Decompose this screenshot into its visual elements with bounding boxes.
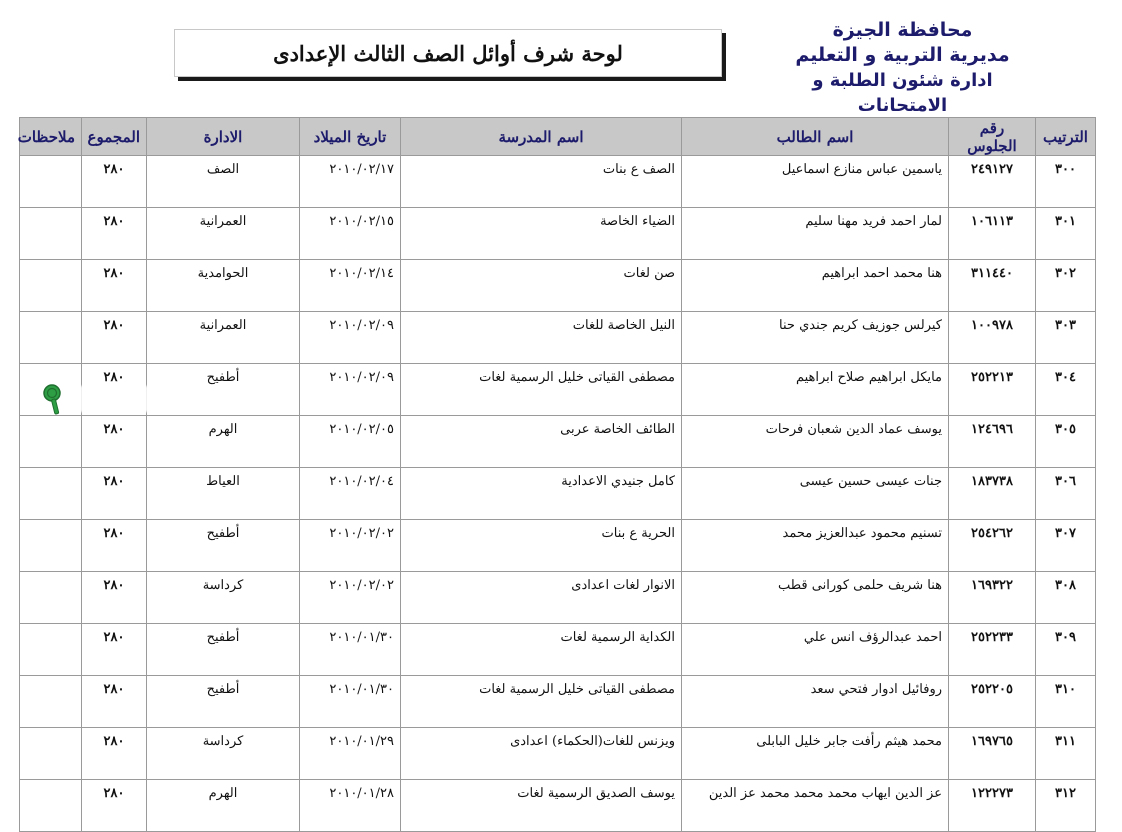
cell-school-name: الكداية الرسمية لغات: [401, 624, 682, 676]
cell-birth-date: ٢٠١٠/٠٢/١٧: [300, 156, 401, 208]
cell-student-name: ياسمين عباس منازع اسماعيل: [682, 156, 949, 208]
cell-rank: ٣٠٣: [1036, 312, 1096, 364]
cell-birth-date: ٢٠١٠/٠١/٢٨: [300, 780, 401, 832]
table-row: [20, 468, 1096, 520]
table-row: [20, 780, 1096, 832]
cell-school-name: الصف ع بنات: [401, 156, 682, 208]
cell-notes: [20, 624, 82, 676]
header-birth-date: تاريخ الميلاد: [300, 118, 401, 156]
cell-seat-number: ١٦٩٧٦٥: [949, 728, 1036, 780]
cell-total: ٢٨٠: [82, 468, 147, 520]
cell-notes: [20, 208, 82, 260]
table-row: [20, 728, 1096, 780]
cell-school-name: الحرية ع بنات: [401, 520, 682, 572]
cell-total: ٢٨٠: [82, 208, 147, 260]
cell-seat-number: ٣١١٤٤٠: [949, 260, 1036, 312]
cell-seat-number: ٢٤٩١٢٧: [949, 156, 1036, 208]
cell-rank: ٣٠٨: [1036, 572, 1096, 624]
cell-school-name: مصطفى القياتى خليل الرسمية لغات: [401, 364, 682, 416]
cell-seat-number: ٢٥٢٢٣٣: [949, 624, 1036, 676]
cell-administration: الهرم: [147, 416, 300, 468]
cell-administration: العمرانية: [147, 208, 300, 260]
cell-student-name: تسنيم محمود عبدالعزيز محمد: [682, 520, 949, 572]
cell-total: ٢٨٠: [82, 624, 147, 676]
cell-seat-number: ١٨٣٧٣٨: [949, 468, 1036, 520]
cell-school-name: ويزنس للغات(الحكماء) اعدادى: [401, 728, 682, 780]
header-rank: الترتيب: [1036, 118, 1096, 156]
cell-administration: كرداسة: [147, 728, 300, 780]
cell-school-name: النيل الخاصة للغات: [401, 312, 682, 364]
cell-administration: الحوامدية: [147, 260, 300, 312]
directorate-name: مديرية التربية و التعليم: [795, 44, 1010, 66]
cell-notes: [20, 676, 82, 728]
cell-birth-date: ٢٠١٠/٠٢/٠٤: [300, 468, 401, 520]
cell-school-name: كامل جنيدي الاعدادية: [401, 468, 682, 520]
cell-rank: ٣٠٢: [1036, 260, 1096, 312]
table-row: [20, 572, 1096, 624]
cell-birth-date: ٢٠١٠/٠٢/١٥: [300, 208, 401, 260]
cell-birth-date: ٢٠١٠/٠٢/٠٩: [300, 364, 401, 416]
header-student-name: اسم الطالب: [682, 118, 949, 156]
cell-rank: ٣١١: [1036, 728, 1096, 780]
cell-birth-date: ٢٠١٠/٠٢/٠٥: [300, 416, 401, 468]
cell-notes: [20, 416, 82, 468]
table-row: [20, 624, 1096, 676]
cell-student-name: هنا محمد احمد ابراهيم: [682, 260, 949, 312]
table-row: [20, 520, 1096, 572]
cell-student-name: عز الدين ايهاب محمد محمد محمد عز الدين: [682, 780, 949, 832]
cell-student-name: روفائيل ادوار فتحي سعد: [682, 676, 949, 728]
authority-header: [790, 18, 1015, 118]
table-row: [20, 260, 1096, 312]
cell-rank: ٣٠٩: [1036, 624, 1096, 676]
cell-total: ٢٨٠: [82, 572, 147, 624]
header-total: المجموع: [82, 118, 147, 156]
cell-rank: ٣٠٤: [1036, 364, 1096, 416]
pin-icon: [42, 383, 64, 417]
cell-administration: العمرانية: [147, 312, 300, 364]
cell-seat-number: ١٠٠٩٧٨: [949, 312, 1036, 364]
cell-rank: ٣١٢: [1036, 780, 1096, 832]
cell-school-name: الطائف الخاصة عربى: [401, 416, 682, 468]
cell-notes: [20, 468, 82, 520]
cell-notes: [20, 312, 82, 364]
cell-administration: أطفيح: [147, 624, 300, 676]
cell-administration: أطفيح: [147, 364, 300, 416]
cell-school-name: يوسف الصديق الرسمية لغات: [401, 780, 682, 832]
cell-seat-number: ٢٥٢٢١٣: [949, 364, 1036, 416]
cell-administration: كرداسة: [147, 572, 300, 624]
table-row: [20, 156, 1096, 208]
table-row: [20, 312, 1096, 364]
cell-birth-date: ٢٠١٠/٠١/٣٠: [300, 624, 401, 676]
honor-table-container: [19, 117, 1096, 832]
cell-seat-number: ١٠٦١١٣: [949, 208, 1036, 260]
header-school-name: اسم المدرسة: [401, 118, 682, 156]
cell-rank: ٣٠٦: [1036, 468, 1096, 520]
cell-notes: [20, 520, 82, 572]
cell-total: ٢٨٠: [82, 520, 147, 572]
cell-administration: الهرم: [147, 780, 300, 832]
department-name: ادارة شئون الطلبة و الامتحانات: [812, 70, 993, 116]
header-notes: ملاحظات: [20, 118, 82, 156]
cell-rank: ٣٠٥: [1036, 416, 1096, 468]
cell-notes: [20, 260, 82, 312]
cell-student-name: مايكل ابراهيم صلاح ابراهيم: [682, 364, 949, 416]
cell-total: ٢٨٠: [82, 780, 147, 832]
cell-school-name: صن لغات: [401, 260, 682, 312]
cell-rank: ٣٠٠: [1036, 156, 1096, 208]
cell-administration: الصف: [147, 156, 300, 208]
cell-total: ٢٨٠: [82, 416, 147, 468]
table-row: [20, 676, 1096, 728]
cell-total: ٢٨٠: [82, 676, 147, 728]
cell-seat-number: ٢٥٤٢٦٢: [949, 520, 1036, 572]
cell-student-name: يوسف عماد الدين شعبان فرحات: [682, 416, 949, 468]
cell-student-name: كيرلس جوزيف كريم جندي حنا: [682, 312, 949, 364]
cell-administration: العياط: [147, 468, 300, 520]
cell-total: ٢٨٠: [82, 364, 147, 416]
cell-student-name: هنا شريف حلمى كورانى قطب: [682, 572, 949, 624]
cell-notes: [20, 572, 82, 624]
watermark-overlay: [55, 386, 225, 412]
cell-birth-date: ٢٠١٠/٠١/٣٠: [300, 676, 401, 728]
table-header-row: [20, 118, 1096, 156]
cell-seat-number: ١٢٢٢٧٣: [949, 780, 1036, 832]
cell-birth-date: ٢٠١٠/٠٢/٠٢: [300, 520, 401, 572]
cell-total: ٢٨٠: [82, 312, 147, 364]
cell-total: ٢٨٠: [82, 156, 147, 208]
table-body: [20, 156, 1096, 832]
cell-birth-date: ٢٠١٠/٠٢/٠٩: [300, 312, 401, 364]
cell-birth-date: ٢٠١٠/٠١/٢٩: [300, 728, 401, 780]
cell-seat-number: ١٦٩٣٢٢: [949, 572, 1036, 624]
cell-administration: أطفيح: [147, 520, 300, 572]
cell-administration: أطفيح: [147, 676, 300, 728]
header-administration: الادارة: [147, 118, 300, 156]
page-title: لوحة شرف أوائل الصف الثالث الإعدادى: [273, 40, 623, 66]
cell-student-name: جنات عيسى حسين عيسى: [682, 468, 949, 520]
cell-student-name: لمار احمد فريد مهنا سليم: [682, 208, 949, 260]
cell-total: ٢٨٠: [82, 728, 147, 780]
cell-birth-date: ٢٠١٠/٠٢/١٤: [300, 260, 401, 312]
page-title-box: [174, 29, 722, 77]
table-row: [20, 208, 1096, 260]
table-row: [20, 416, 1096, 468]
header-seat-number: رقم الجلوس: [949, 118, 1036, 156]
governorate-name: محافظة الجيزة: [832, 19, 973, 41]
cell-student-name: محمد هيثم رأفت جابر خليل البابلى: [682, 728, 949, 780]
cell-notes: [20, 780, 82, 832]
cell-notes: [20, 728, 82, 780]
cell-student-name: احمد عبدالرؤف انس علي: [682, 624, 949, 676]
cell-notes: [20, 156, 82, 208]
cell-rank: ٣٠٧: [1036, 520, 1096, 572]
cell-rank: ٣١٠: [1036, 676, 1096, 728]
cell-seat-number: ٢٥٢٢٠٥: [949, 676, 1036, 728]
cell-school-name: مصطفى القياتى خليل الرسمية لغات: [401, 676, 682, 728]
cell-seat-number: ١٢٤٦٩٦: [949, 416, 1036, 468]
cell-total: ٢٨٠: [82, 260, 147, 312]
cell-school-name: الضياء الخاصة: [401, 208, 682, 260]
cell-school-name: الانوار لغات اعدادى: [401, 572, 682, 624]
cell-rank: ٣٠١: [1036, 208, 1096, 260]
honor-roll-table: [19, 117, 1096, 832]
cell-birth-date: ٢٠١٠/٠٢/٠٢: [300, 572, 401, 624]
